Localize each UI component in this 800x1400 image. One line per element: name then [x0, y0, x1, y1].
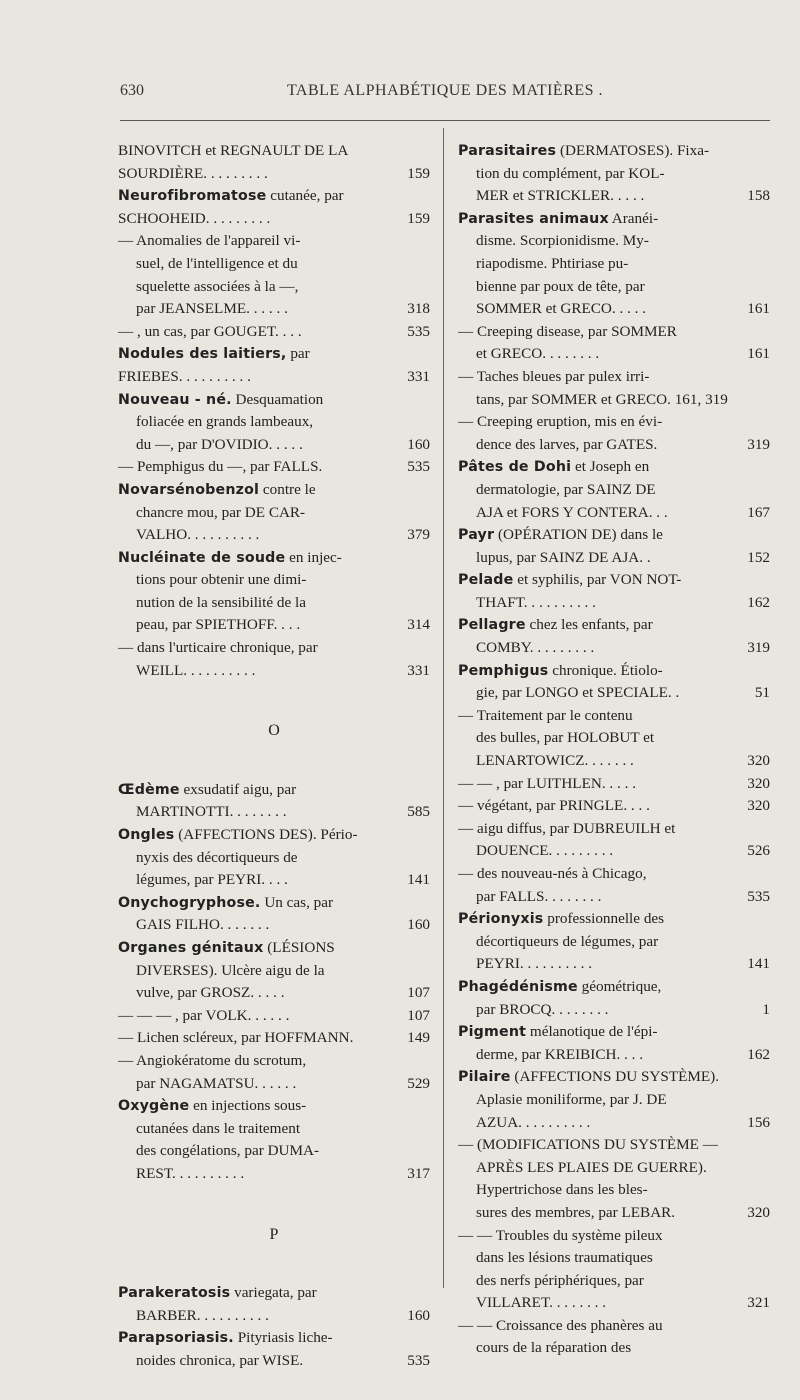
entry-line	[458, 1179, 770, 1202]
entry-line	[118, 524, 430, 547]
entry-text: cutanée, par	[266, 187, 344, 205]
entry-term: Neurofibromatose	[118, 188, 267, 205]
entry-line	[458, 908, 770, 931]
page-reference: 107	[407, 1006, 430, 1024]
entry-line	[458, 276, 770, 299]
entry-text: cours de la réparation des	[476, 1339, 632, 1357]
page-reference: 156	[747, 1113, 770, 1131]
entry-line	[458, 1315, 770, 1338]
entry-text: BINOVITCH et REGNAULT DE LA	[118, 142, 349, 159]
entry-line	[458, 886, 770, 909]
entry-line	[118, 1005, 430, 1028]
page-reference: 526	[747, 842, 770, 860]
index-entry	[118, 937, 430, 1095]
entry-line	[458, 479, 770, 502]
entry-text: et GRECO. . . . . . . .	[476, 345, 600, 363]
entry-term: Nouveau - né.	[118, 391, 232, 408]
entry-term: Pilaire	[458, 1069, 511, 1086]
entry-text: Hypertrichose dans les bles-	[476, 1181, 648, 1199]
entry-text: — Angiokératome du scrotum,	[118, 1051, 307, 1069]
entry-line	[458, 1134, 770, 1157]
entry-text: et syphilis, par VON NOT-	[513, 571, 682, 589]
entry-line	[458, 208, 770, 231]
entry-term: Oxygène	[118, 1098, 190, 1115]
index-entry	[458, 614, 770, 659]
page-reference: 149	[407, 1029, 430, 1047]
entry-line	[118, 801, 430, 824]
entry-text: légumes, par PEYRI. . . .	[136, 871, 288, 889]
page-header	[120, 82, 770, 108]
index-entry	[118, 389, 430, 479]
page-reference: 1	[762, 1000, 770, 1018]
entry-line	[458, 773, 770, 796]
entry-line	[458, 1089, 770, 1112]
entry-text: (AFFECTIONS DES). Pério-	[174, 826, 358, 844]
entry-line	[118, 592, 430, 615]
index-entry	[458, 1021, 770, 1066]
entry-text: Desquamation	[231, 390, 324, 408]
entry-line	[118, 1118, 430, 1141]
entry-line	[118, 343, 430, 366]
entry-line	[458, 140, 770, 163]
page-reference: 162	[747, 1045, 770, 1063]
entry-text: lupus, par SAINZ DE AJA. .	[476, 548, 651, 566]
entry-line	[118, 569, 430, 592]
entry-line	[118, 637, 430, 660]
entry-line	[458, 660, 770, 683]
entry-text: VALHO. . . . . . . . . .	[136, 526, 260, 544]
entry-line	[118, 276, 430, 299]
entry-text: — (MODIFICATIONS DU SYSTÈME —	[458, 1136, 718, 1154]
entry-line	[118, 163, 430, 186]
entry-line	[458, 999, 770, 1022]
page-reference: 158	[747, 187, 770, 205]
entry-text: sures des membres, par LEBAR.	[476, 1203, 676, 1221]
index-entry	[118, 547, 430, 683]
entry-text: MARTINOTTI. . . . . . . .	[136, 803, 287, 821]
entry-text: des nerfs périphériques, par	[476, 1271, 644, 1289]
entry-line	[118, 411, 430, 434]
entry-text: derme, par KREIBICH. . . .	[476, 1045, 644, 1063]
entry-line	[458, 931, 770, 954]
entry-line	[458, 321, 770, 344]
page-reference: 585	[407, 803, 430, 821]
entry-text: Pityriasis liche-	[233, 1329, 333, 1347]
entry-term: Organes génitaux	[118, 940, 264, 956]
entry-term: Pâtes de Dohi	[458, 459, 572, 476]
entry-text: — Taches bleues par pulex irri-	[458, 367, 650, 385]
entry-text: et Joseph en	[571, 458, 650, 476]
entry-text: en injections sous-	[189, 1097, 307, 1115]
right-column	[458, 140, 770, 1360]
page-reference: 159	[407, 209, 430, 227]
entry-line	[118, 208, 430, 231]
entry-line	[458, 230, 770, 253]
entry-line	[458, 976, 770, 999]
entry-line	[118, 847, 430, 870]
entry-text: BARBER. . . . . . . . . .	[136, 1306, 269, 1324]
entry-line	[118, 1140, 430, 1163]
entry-text: — Creeping eruption, mis en évi-	[458, 413, 663, 431]
entry-line	[458, 1270, 770, 1293]
index-entry	[458, 208, 770, 457]
entry-text: du —, par D'OVIDIO. . . . .	[136, 435, 303, 453]
page-reference: 320	[747, 752, 770, 770]
entry-line	[458, 840, 770, 863]
entry-text: suel, de l'intelligence et du	[136, 254, 298, 272]
entry-line	[458, 637, 770, 660]
entry-text: tion du complément, par KOL-	[476, 164, 665, 182]
entry-term: Novarsénobenzol	[118, 481, 260, 498]
page-reference: 535	[407, 1351, 430, 1369]
entry-term: Ongles	[118, 827, 175, 844]
entry-text: riapodisme. Phtiriase pu-	[476, 254, 629, 272]
section-letter: P	[269, 1225, 279, 1243]
entry-line	[118, 1163, 430, 1186]
entry-text: (AFFECTIONS DU SYSTÈME).	[510, 1068, 720, 1086]
entry-text: LENARTOWICZ. . . . . . .	[476, 752, 634, 770]
index-entry	[458, 908, 770, 976]
entry-text: PEYRI. . . . . . . . . .	[476, 955, 593, 973]
entry-term: Payr	[458, 527, 495, 544]
entry-line	[458, 1225, 770, 1248]
entry-term: Nodules des laitiers,	[118, 346, 287, 363]
index-entry	[118, 140, 430, 185]
page-reference: 152	[747, 548, 770, 566]
entry-line	[118, 547, 430, 570]
page-reference: 160	[407, 916, 430, 934]
entry-text: cutanées dans le traitement	[136, 1119, 301, 1137]
index-entry	[118, 1095, 430, 1185]
entry-text: par FALLS. . . . . . . .	[476, 887, 602, 905]
entry-line	[458, 185, 770, 208]
entry-text: chronique. Étiolo-	[548, 661, 663, 679]
entry-text: — Lichen scléreux, par HOFFMANN.	[118, 1029, 354, 1047]
entry-text: dence des larves, par GATES.	[476, 435, 658, 453]
index-entry	[118, 185, 430, 343]
page-reference: 141	[407, 871, 430, 889]
entry-line	[458, 1066, 770, 1089]
entry-line	[118, 434, 430, 457]
entry-text: — Traitement par le contenu	[458, 706, 633, 724]
entry-line	[458, 1247, 770, 1270]
entry-text: par BROCQ. . . . . . . .	[476, 1000, 609, 1018]
entry-text: — — Croissance des phanères au	[458, 1316, 663, 1334]
entry-line	[458, 818, 770, 841]
entry-line	[458, 1021, 770, 1044]
entry-text: par NAGAMATSU. . . . . .	[136, 1074, 297, 1092]
entry-text: disme. Scorpionidisme. My-	[476, 232, 649, 250]
entry-term: Phagédénisme	[458, 978, 578, 995]
entry-line	[118, 1327, 430, 1350]
entry-text: SCHOOHEID. . . . . . . . .	[118, 209, 271, 227]
page-reference: 159	[407, 164, 430, 182]
entry-line	[118, 869, 430, 892]
page-reference: 314	[407, 616, 430, 634]
page-number: 630	[120, 82, 144, 99]
entry-line	[458, 795, 770, 818]
page-reference: 161	[747, 345, 770, 363]
entry-text: peau, par SPIETHOFF. . . .	[136, 616, 301, 634]
page-reference: 535	[747, 887, 770, 905]
index-entry	[118, 1327, 430, 1372]
entry-text: DIVERSES). Ulcère aigu de la	[136, 961, 325, 979]
entry-text: des congélations, par DUMA-	[136, 1142, 320, 1160]
entry-line	[118, 1350, 430, 1373]
page-reference: 317	[407, 1164, 430, 1182]
page-reference: 331	[407, 367, 430, 385]
entry-text: AJA et FORS Y CONTERA. . .	[476, 503, 668, 521]
entry-line	[118, 1305, 430, 1328]
entry-text: Aplasie moniliforme, par J. DE	[476, 1090, 667, 1108]
entry-line	[458, 524, 770, 547]
entry-line	[118, 1027, 430, 1050]
page-reference: 320	[747, 1203, 770, 1221]
entry-term: Nucléinate de soude	[118, 549, 286, 566]
entry-text: variegata, par	[230, 1284, 317, 1302]
page-reference: 107	[407, 984, 430, 1002]
entry-line	[118, 389, 430, 412]
page-reference: 379	[407, 526, 430, 544]
index-entry	[458, 976, 770, 1021]
entry-text: squelette associées à la —,	[136, 277, 299, 295]
entry-term: Parakeratosis	[118, 1285, 231, 1302]
page-reference: 141	[747, 955, 770, 973]
index-entry	[458, 1066, 770, 1360]
page-reference: 535	[407, 458, 430, 476]
section-letter: O	[268, 722, 280, 740]
entry-term: Parasites animaux	[458, 210, 609, 227]
entry-term: Pemphigus	[458, 662, 549, 679]
entry-line	[118, 614, 430, 637]
entry-line	[118, 456, 430, 479]
entry-line	[458, 1337, 770, 1360]
entry-line	[458, 727, 770, 750]
entry-line	[458, 434, 770, 457]
entry-text: — — Troubles du système pileux	[458, 1226, 663, 1244]
entry-line	[458, 569, 770, 592]
entry-text: COMBY. . . . . . . . .	[476, 639, 595, 657]
entry-line	[118, 298, 430, 321]
page-reference: 162	[747, 593, 770, 611]
entry-text: — , un cas, par GOUGET. . . .	[118, 322, 302, 340]
entry-text: Un cas, par	[260, 893, 334, 911]
entry-text: dermatologie, par SAINZ DE	[476, 480, 656, 498]
page-reference: 535	[407, 322, 430, 340]
entry-line	[118, 366, 430, 389]
entry-line	[458, 366, 770, 389]
entry-line	[458, 750, 770, 773]
page-reference: 529	[407, 1074, 430, 1092]
entry-line	[118, 502, 430, 525]
page-reference: 321	[747, 1294, 770, 1312]
entry-line	[458, 547, 770, 570]
entry-text: en injec-	[285, 548, 342, 566]
entry-term: Parasitaires	[458, 143, 557, 159]
index-entry	[118, 892, 430, 937]
entry-text: gie, par LONGO et SPECIALE. .	[476, 684, 680, 702]
entry-line	[458, 456, 770, 479]
entry-line	[118, 1050, 430, 1073]
index-entry	[458, 456, 770, 524]
entry-text: FRIEBES. . . . . . . . . .	[118, 367, 251, 385]
entry-text: tions pour obtenir une dimi-	[136, 571, 307, 589]
entry-text: THAFT. . . . . . . . . .	[476, 593, 596, 611]
left-column	[118, 140, 430, 1373]
entry-line	[458, 682, 770, 705]
entry-term: Onychogryphose.	[118, 894, 261, 911]
entry-text: vulve, par GROSZ. . . . .	[136, 984, 285, 1002]
entry-line	[118, 960, 430, 983]
entry-line	[118, 1282, 430, 1305]
entry-term: Œdème	[118, 781, 180, 798]
entry-text: SOMMER et GRECO. . . . .	[476, 300, 647, 318]
entry-text: géométrique,	[577, 977, 662, 995]
entry-text: AZUA. . . . . . . . . .	[476, 1113, 591, 1131]
index-entry	[118, 824, 430, 892]
entry-text: Aranéi-	[608, 209, 659, 227]
entry-text: — dans l'urticaire chronique, par	[118, 639, 318, 657]
entry-line	[458, 1044, 770, 1067]
page-reference: 331	[407, 661, 430, 679]
entry-text: noides chronica, par WISE.	[136, 1351, 304, 1369]
entry-line	[458, 253, 770, 276]
entry-text: professionnelle des	[543, 910, 665, 928]
page-reference: 51	[754, 684, 770, 702]
entry-term: Parapsoriasis.	[118, 1330, 234, 1347]
entry-text: APRÈS LES PLAIES DE GUERRE).	[476, 1158, 707, 1176]
index-entry	[118, 479, 430, 547]
entry-text: nution de la sensibilité de la	[136, 593, 306, 611]
page-reference: 167	[747, 503, 770, 521]
entry-term: Pigment	[458, 1024, 527, 1041]
index-entry	[458, 140, 770, 208]
entry-line	[118, 660, 430, 683]
header-rule	[120, 120, 770, 121]
entry-line	[458, 592, 770, 615]
index-entry	[458, 569, 770, 614]
page-reference: 319	[747, 435, 770, 453]
entry-line	[458, 1112, 770, 1135]
index-entry	[118, 1282, 430, 1327]
entry-text: contre le	[259, 480, 316, 498]
entry-line	[458, 705, 770, 728]
entry-line	[118, 914, 430, 937]
entry-text: GAIS FILHO. . . . . . .	[136, 916, 270, 934]
entry-line	[458, 1292, 770, 1315]
page-reference: 161	[747, 300, 770, 318]
entry-line	[118, 937, 430, 960]
entry-text: — — , par LUITHLEN. . . . .	[458, 774, 636, 792]
entry-line	[118, 824, 430, 847]
entry-line	[458, 1157, 770, 1180]
entry-text: (OPÉRATION DE) dans le	[494, 526, 663, 544]
entry-text: — des nouveau-nés à Chicago,	[458, 865, 647, 882]
entry-text: — végétant, par PRINGLE. . . .	[458, 797, 650, 815]
entry-text: WEILL. . . . . . . . . .	[136, 661, 256, 679]
entry-line	[458, 614, 770, 637]
entry-text: chancre mou, par DE CAR-	[136, 503, 306, 521]
entry-text: — aigu diffus, par DUBREUILH et	[458, 819, 676, 837]
entry-line	[118, 1095, 430, 1118]
index-entry	[118, 779, 430, 824]
entry-line	[118, 185, 430, 208]
entry-text: mélanotique de l'épi-	[526, 1023, 658, 1041]
entry-line	[118, 253, 430, 276]
entry-text: MER et STRICKLER. . . . .	[476, 187, 645, 205]
entry-line	[458, 343, 770, 366]
entry-text: (DERMATOSES). Fixa-	[556, 142, 710, 159]
entry-text: nyxis des décortiqueurs de	[136, 848, 298, 866]
entry-line	[458, 163, 770, 186]
entry-text: foliacée en grands lambeaux,	[136, 413, 314, 431]
entry-line	[458, 863, 770, 886]
entry-term: Périonyxis	[458, 911, 544, 928]
page-reference: 319	[747, 639, 770, 657]
entry-text: des bulles, par HOLOBUT et	[476, 729, 655, 747]
entry-text: dans les lésions traumatiques	[476, 1249, 653, 1267]
entry-line	[458, 389, 770, 412]
entry-line	[118, 321, 430, 344]
entry-text: décortiqueurs de légumes, par	[476, 932, 659, 950]
entry-line	[118, 140, 430, 163]
entry-text: tans, par SOMMER et GRECO. 161, 319	[476, 390, 728, 408]
entry-text: par JEANSELME. . . . . .	[136, 300, 288, 318]
page-reference: 160	[407, 1306, 430, 1324]
page-reference: 320	[747, 797, 770, 815]
entry-line	[458, 502, 770, 525]
index-entry	[458, 660, 770, 909]
entry-line	[458, 1202, 770, 1225]
page-reference: 320	[747, 774, 770, 792]
entry-text: (LÉSIONS	[263, 939, 335, 956]
entry-line	[458, 411, 770, 434]
index-entry	[118, 343, 430, 388]
column-divider	[443, 128, 444, 1288]
entry-line	[458, 953, 770, 976]
entry-line	[118, 479, 430, 502]
entry-text: chez les enfants, par	[525, 616, 653, 634]
entry-text: — — — , par VOLK. . . . . .	[118, 1006, 290, 1024]
running-title: TABLE ALPHABÉTIQUE DES MATIÈRES .	[286, 82, 604, 99]
entry-line	[118, 892, 430, 915]
entry-line	[458, 298, 770, 321]
entry-text: — Pemphigus du —, par FALLS.	[118, 458, 323, 476]
entry-line	[118, 1073, 430, 1096]
entry-term: Pellagre	[458, 617, 526, 634]
index-entry	[458, 524, 770, 569]
entry-text: DOUENCE. . . . . . . . .	[476, 842, 614, 860]
entry-line	[118, 779, 430, 802]
entry-text: REST. . . . . . . . . .	[136, 1164, 245, 1182]
entry-term: Pelade	[458, 572, 514, 589]
page-reference: 318	[407, 300, 430, 318]
entry-line	[118, 982, 430, 1005]
entry-text: VILLARET. . . . . . . .	[476, 1294, 607, 1312]
entry-text: par	[286, 345, 310, 363]
entry-text: bienne par poux de tête, par	[476, 277, 645, 295]
entry-text: exsudatif aigu, par	[179, 780, 297, 798]
entry-text: — Anomalies de l'appareil vi-	[118, 232, 301, 250]
page-reference: 160	[407, 435, 430, 453]
entry-text: SOURDIÈRE. . . . . . . . .	[118, 164, 268, 182]
entry-text: — Creeping disease, par SOMMER	[458, 322, 677, 340]
entry-line	[118, 230, 430, 253]
